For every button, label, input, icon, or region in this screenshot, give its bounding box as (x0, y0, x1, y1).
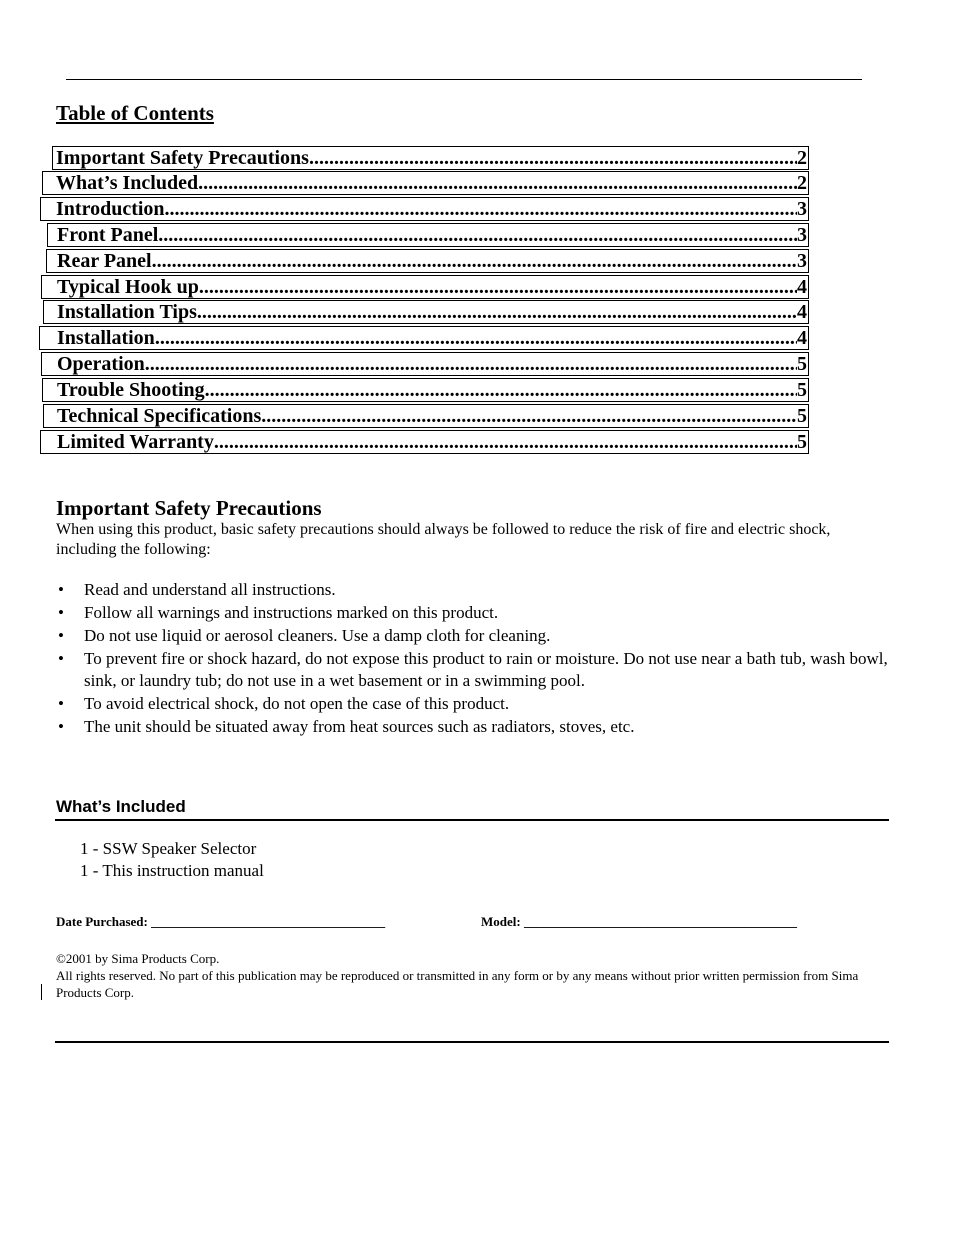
bullet-icon: • (58, 694, 64, 713)
toc-leader-dots (197, 301, 797, 323)
safety-intro: When using this product, basic safety precautions should always be followed to reduce the risk of fire and electric shock, including the following: (56, 521, 831, 558)
toc-entry-label: What’s Included (56, 172, 199, 194)
toc-entry[interactable] (42, 171, 809, 195)
list-item (56, 602, 896, 624)
date-purchased-field: Date Purchased: ____________________________________ (56, 914, 386, 929)
toc-entry-label: Introduction (56, 198, 165, 220)
footer-rule (55, 1041, 889, 1043)
safety-list (56, 579, 896, 739)
toc-entry[interactable] (39, 326, 809, 350)
toc-entry-label: Installation (57, 327, 155, 349)
safety-section-title: Important Safety Precautions (56, 496, 322, 520)
toc-entry-page: 5 (797, 405, 807, 427)
rights-statement: All rights reserved. No part of this publication may be reproduced or transmitted in any form or by any means without prior written permission from Sima Products Corp. (56, 968, 859, 1000)
bullet-icon: • (58, 603, 64, 622)
toc-entry[interactable] (43, 300, 809, 324)
toc-entry-page: 3 (797, 198, 807, 220)
list-item: 1 - This instruction manual (80, 861, 264, 880)
list-item (56, 693, 896, 715)
toc-leader-dots (152, 250, 797, 272)
list-item-text: To prevent fire or shock hazard, do not expose this product to rain or moisture. Do not use near a bath tub, wash bowl, sink, or laundry tub; do not use in a wet basement or in a swimming pool. (84, 649, 888, 690)
bullet-icon: • (58, 626, 64, 645)
list-item (56, 625, 896, 647)
toc-entry-label: Typical Hook up (57, 276, 199, 298)
toc-entry-label: Limited Warranty (57, 431, 214, 453)
toc-entry-label: Operation (57, 353, 145, 375)
toc-entry-label: Trouble Shooting (57, 379, 205, 401)
list-item: 1 - SSW Speaker Selector (80, 839, 257, 858)
toc-entry[interactable] (41, 352, 809, 376)
toc-entry-label: Installation Tips (57, 301, 197, 323)
toc-entry-page: 4 (797, 276, 807, 298)
whats-included-rule (55, 819, 889, 821)
toc-title: Table of Contents (56, 101, 214, 125)
toc-entry[interactable] (40, 430, 809, 454)
copyright-line: ©2001 by Sima Products Corp. (56, 951, 220, 966)
toc-entry-label: Technical Specifications (57, 405, 262, 427)
list-item-text: The unit should be situated away from heat sources such as radiators, stoves, etc. (84, 717, 635, 736)
toc-entry-page: 4 (797, 327, 807, 349)
toc-entry[interactable] (40, 197, 809, 221)
toc-entry-label: Rear Panel (57, 250, 152, 272)
list-item-text: Read and understand all instructions. (84, 580, 336, 599)
toc-leader-dots (158, 224, 797, 246)
list-item (56, 648, 896, 692)
bullet-icon: • (58, 717, 64, 736)
toc-leader-dots (214, 431, 797, 453)
toc-entry[interactable] (46, 249, 809, 273)
toc-entry-label: Important Safety Precautions (56, 147, 309, 169)
bullet-icon: • (58, 580, 64, 599)
toc-entry[interactable] (43, 404, 809, 428)
copyright-block (56, 950, 896, 1001)
whats-included-title: What’s Included (56, 797, 186, 816)
list-item (56, 716, 896, 738)
header-rule (66, 79, 862, 80)
toc-entry-page: 2 (797, 172, 807, 194)
toc-leader-dots (205, 379, 797, 401)
toc-entry-page: 5 (797, 379, 807, 401)
toc-leader-dots (309, 147, 797, 169)
toc-entry-page: 3 (797, 250, 807, 272)
toc-entry[interactable] (47, 223, 809, 247)
toc-entry-page: 2 (797, 147, 807, 169)
toc-leader-dots (155, 327, 797, 349)
included-list (80, 838, 264, 882)
toc-entry-page: 5 (797, 353, 807, 375)
toc-entry-page: 3 (797, 224, 807, 246)
list-item-text: Do not use liquid or aerosol cleaners. Use a damp cloth for cleaning. (84, 626, 551, 645)
text-cursor (41, 984, 42, 1000)
toc-entry-page: 5 (797, 431, 807, 453)
toc-leader-dots (165, 198, 797, 220)
list-item-text: Follow all warnings and instructions marked on this product. (84, 603, 499, 622)
toc-entry-page: 4 (797, 301, 807, 323)
toc-entry[interactable] (52, 146, 809, 170)
list-item-text: To avoid electrical shock, do not open the case of this product. (84, 694, 510, 713)
toc-leader-dots (145, 353, 797, 375)
toc-entry[interactable] (41, 275, 809, 299)
model-field: Model: __________________________________________ (481, 914, 797, 929)
toc-leader-dots (261, 405, 797, 427)
toc-leader-dots (198, 172, 797, 194)
toc-entry-label: Front Panel (57, 224, 159, 246)
toc-entry[interactable] (42, 378, 809, 402)
list-item (56, 579, 896, 601)
bullet-icon: • (58, 649, 64, 668)
toc-leader-dots (199, 276, 797, 298)
